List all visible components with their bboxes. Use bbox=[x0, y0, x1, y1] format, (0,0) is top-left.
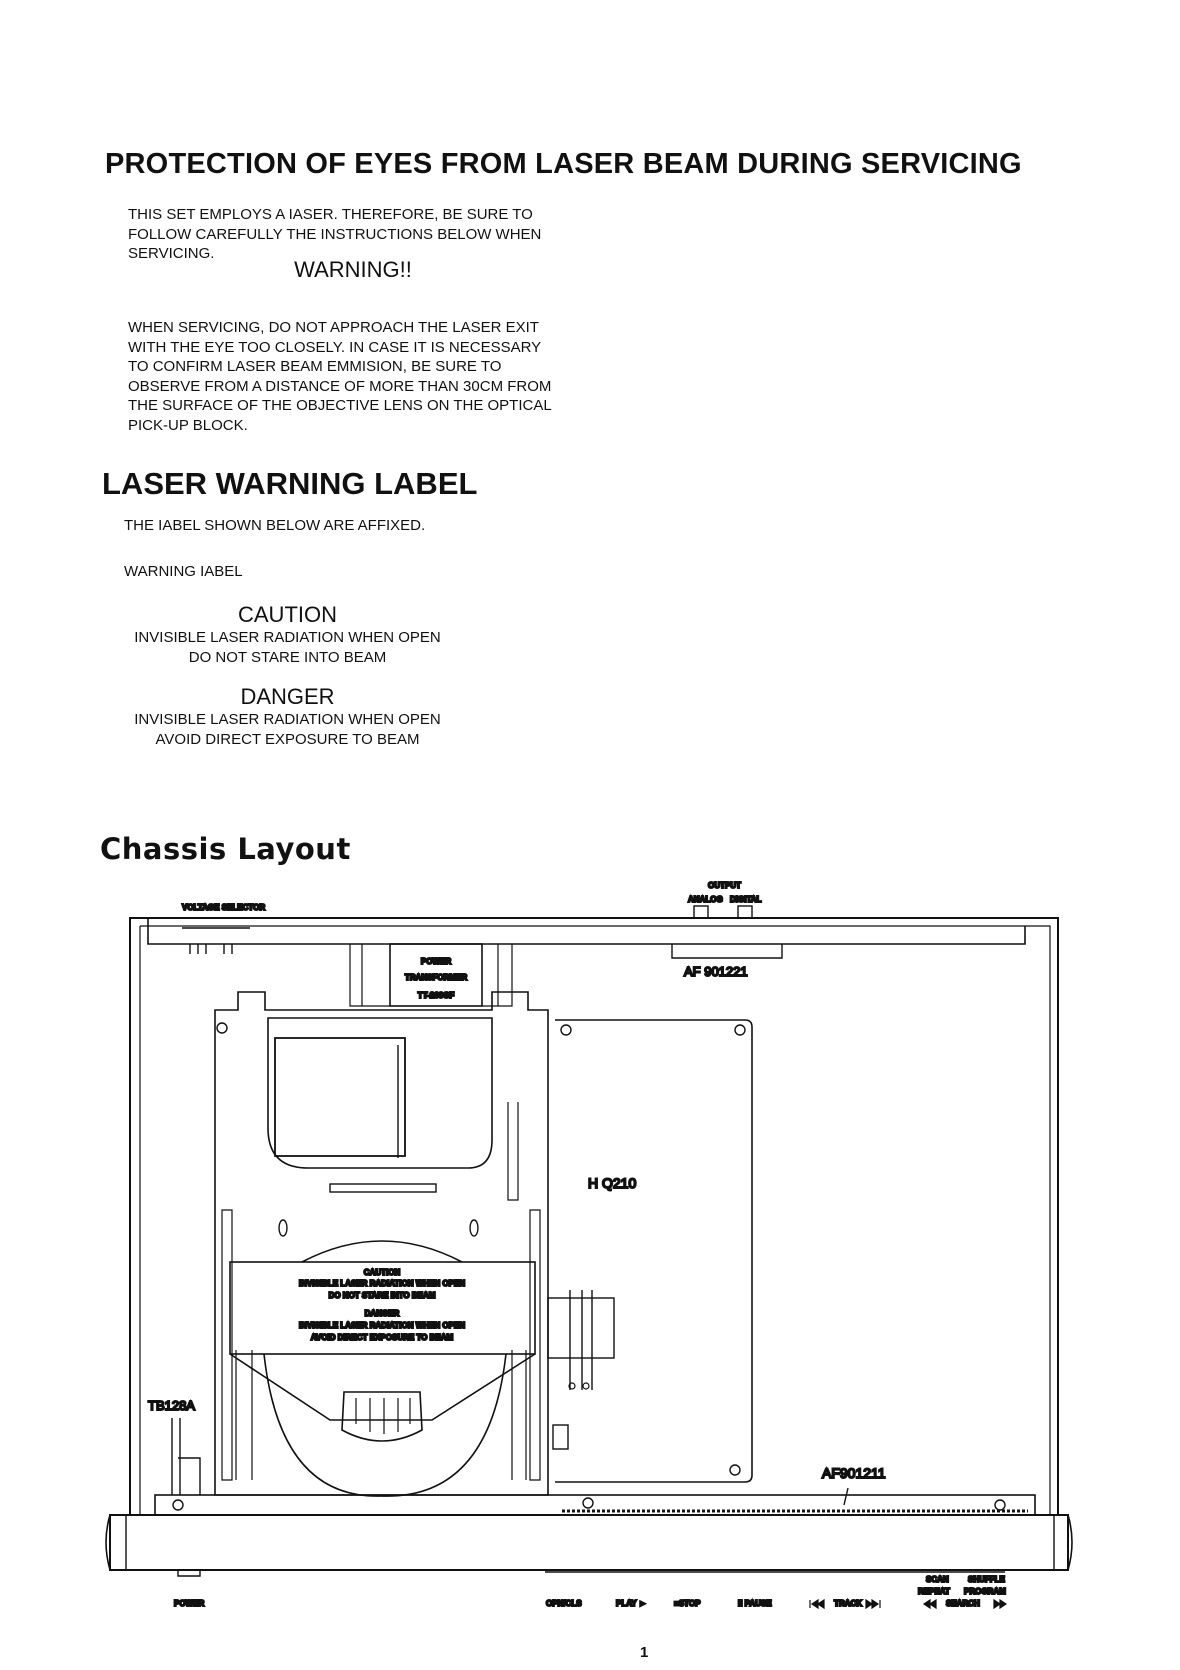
search-back-icon bbox=[924, 1600, 936, 1608]
danger-line: INVISIBLE LASER RADIATION WHEN OPEN bbox=[134, 711, 441, 728]
intro-line: THIS SET EMPLOYS A IASER. THEREFORE, BE SURE TO bbox=[128, 206, 533, 223]
screw bbox=[995, 1500, 1005, 1510]
tray-window bbox=[268, 1018, 492, 1168]
chassis-outline bbox=[130, 918, 1058, 1515]
danger-line: AVOID DIRECT EXPOSURE TO BEAM bbox=[155, 730, 420, 748]
plate-danger-title: DANGER bbox=[364, 1309, 400, 1318]
main-board-hq210 bbox=[555, 1020, 752, 1482]
af901211-label: AF901211 bbox=[822, 1465, 886, 1481]
danger-title: DANGER bbox=[240, 684, 335, 709]
disc-arc-top bbox=[302, 1241, 462, 1262]
track-next-icon bbox=[866, 1600, 880, 1608]
screw bbox=[583, 1498, 593, 1508]
open-close-button-label: OPN/CLS bbox=[546, 1599, 582, 1608]
intro-line: FOLLOW CAREFULLY THE INSTRUCTIONS BELOW WHEN bbox=[128, 225, 542, 243]
screw bbox=[735, 1025, 745, 1035]
warning-label-sub: WARNING IABEL bbox=[124, 563, 243, 580]
page-number: 1 bbox=[640, 1644, 649, 1661]
front-panel bbox=[110, 1515, 1068, 1570]
tb128a-label: TB128A bbox=[148, 1398, 195, 1413]
hq210-label: H Q210 bbox=[588, 1175, 637, 1191]
warning-line: TO CONFIRM LASER BEAM EMMISION, BE SURE TO bbox=[128, 358, 502, 375]
voltage-selector-switch bbox=[182, 928, 250, 954]
caution-line: INVISIBLE LASER RADIATION WHEN OPEN bbox=[134, 629, 441, 646]
warning-line: WHEN SERVICING, DO NOT APPROACH THE LASER EXIT bbox=[128, 319, 539, 336]
back-panel bbox=[148, 918, 1025, 944]
transformer-label: POWER bbox=[420, 957, 452, 966]
page-title: PROTECTION OF EYES FROM LASER BEAM DURING SERVICING bbox=[105, 148, 1022, 180]
warning-line: WITH THE EYE TOO CLOSELY. IN CASE IT IS NECESSARY bbox=[128, 338, 542, 356]
chassis-layout-heading: Chassis Layout bbox=[100, 832, 351, 866]
plate-danger-line: INVISIBLE LASER RADIATION WHEN OPEN bbox=[298, 1321, 466, 1330]
screw bbox=[730, 1465, 740, 1475]
tb128a-bracket bbox=[172, 1418, 200, 1495]
digital-jack bbox=[738, 906, 752, 918]
program-label: PROGRAM bbox=[964, 1587, 1006, 1596]
tray-hole-right bbox=[470, 1220, 478, 1236]
screw bbox=[217, 1023, 227, 1033]
voltage-selector-label: VOLTAGE SELECTOR bbox=[182, 903, 266, 912]
screw bbox=[173, 1500, 183, 1510]
affixed-text: THE IABEL SHOWN BELOW ARE AFFIXED. bbox=[124, 517, 426, 534]
pause-button-label: II PAUSE bbox=[738, 1599, 772, 1608]
disc-arc-bottom bbox=[262, 1330, 508, 1496]
connector-bracket bbox=[548, 1298, 614, 1358]
track-prev-icon bbox=[810, 1600, 824, 1608]
tray-inner-window bbox=[275, 1038, 405, 1156]
shuffle-label: SHUFFLE bbox=[968, 1575, 1005, 1584]
track-button-label: TRACK bbox=[834, 1599, 862, 1608]
warning-line: PICK-UP BLOCK. bbox=[128, 416, 248, 434]
stop-button-label: ■STOP bbox=[674, 1599, 701, 1608]
search-label: SEARCH bbox=[946, 1599, 980, 1608]
digital-label: DIGITAL bbox=[730, 895, 762, 904]
repeat-label: REPEAT bbox=[918, 1587, 950, 1596]
play-button-label: PLAY ► bbox=[616, 1599, 647, 1608]
plate-caution-title: CAUTION bbox=[363, 1268, 401, 1277]
tray-slot bbox=[330, 1184, 436, 1192]
laser-warning-label-heading: LASER WARNING LABEL bbox=[102, 466, 478, 501]
plate-danger-line: AVOID DIRECT EXPOSURE TO BEAM bbox=[310, 1333, 454, 1342]
track-control bbox=[810, 1599, 880, 1608]
transformer-label: TRANSFORMER bbox=[404, 973, 468, 982]
screw bbox=[561, 1025, 571, 1035]
tray-hole-left bbox=[279, 1220, 287, 1236]
analog-jack bbox=[694, 906, 708, 918]
warning-line: OBSERVE FROM A DISTANCE OF MORE THAN 30CM FROM bbox=[128, 377, 552, 395]
plate-caution-line: DO NOT STARE INTO BEAM bbox=[328, 1291, 436, 1300]
intro-line: SERVICING. bbox=[128, 245, 215, 262]
scan-label: SCAN bbox=[926, 1575, 949, 1584]
warning-line: THE SURFACE OF THE OBJECTIVE LENS ON THE OPTICAL bbox=[128, 397, 552, 414]
chassis-inner-outline bbox=[140, 926, 1050, 1515]
af901211-leader bbox=[844, 1488, 848, 1505]
caution-title: CAUTION bbox=[238, 602, 337, 627]
warning-heading: WARNING!! bbox=[294, 257, 412, 282]
power-button-label: POWER bbox=[174, 1599, 205, 1608]
search-forward-icon bbox=[994, 1600, 1006, 1608]
analog-label: ANALOG bbox=[688, 895, 723, 904]
af901221-board bbox=[672, 944, 782, 958]
transformer-model: TT-266GF bbox=[417, 991, 455, 1000]
plate-caution-line: INVISIBLE LASER RADIATION WHEN OPEN bbox=[298, 1279, 466, 1288]
af901221-label: AF 901221 bbox=[684, 964, 748, 979]
caution-line: DO NOT STARE INTO BEAM bbox=[188, 648, 387, 666]
output-label: OUTPUT bbox=[708, 881, 741, 890]
